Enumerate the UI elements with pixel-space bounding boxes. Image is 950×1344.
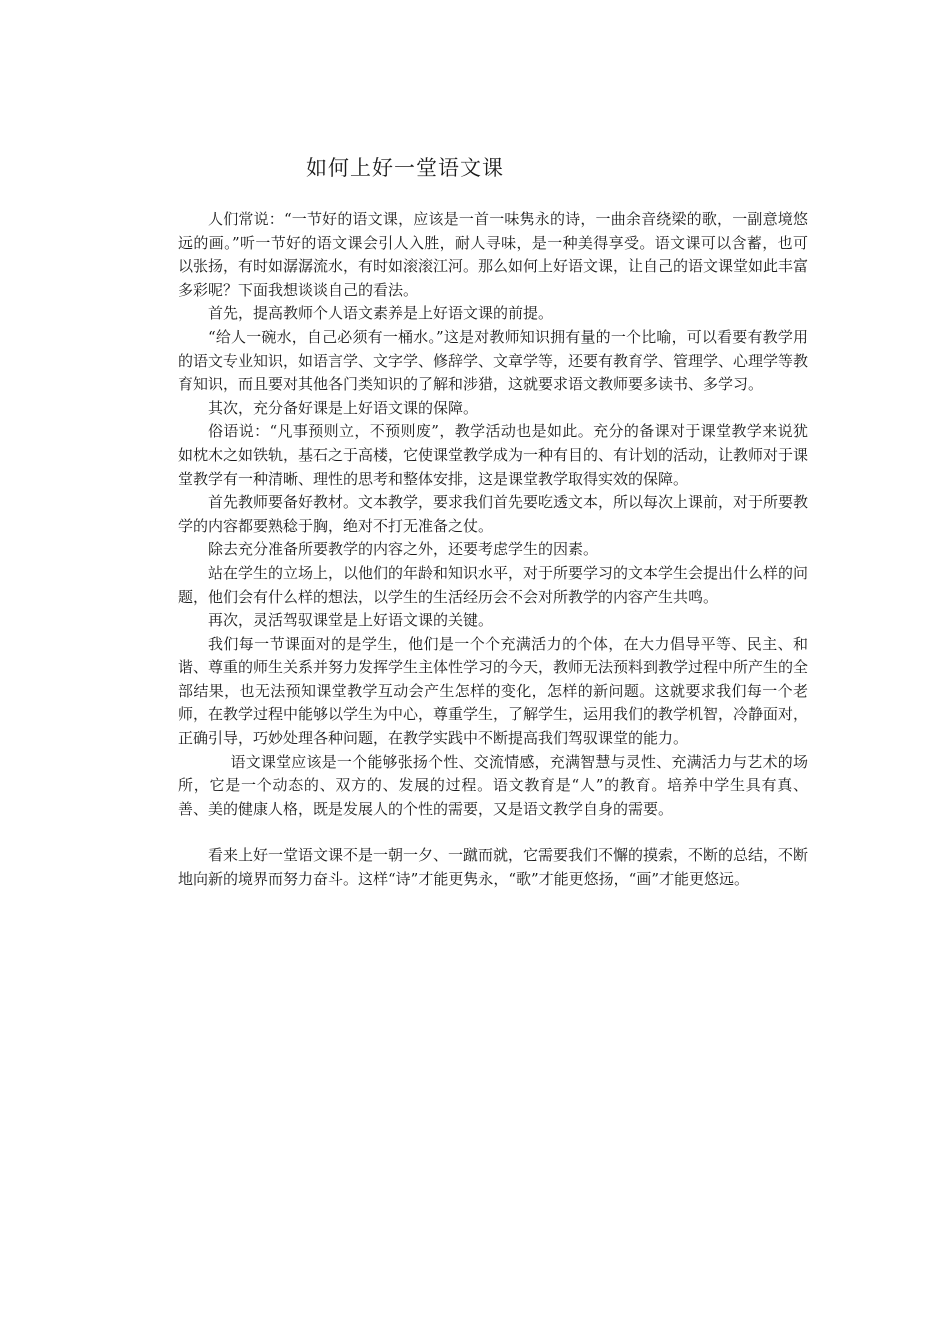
document-title: 如何上好一堂语文课 [306, 156, 504, 180]
paragraph-conclusion: 看来上好一堂语文课不是一朝一夕、一蹴而就，它需要我们不懈的摸索，不断的总结，不断地向新的境界而努力奋斗。这样“诗”才能更隽永，“歌”才能更悠扬，“画”才能更悠远。 [178, 846, 809, 889]
paragraph-intro: 人们常说：“一节好的语文课，应该是一首一味隽永的诗，一曲余音绕梁的歌，一副意境悠远的画。”听一节好的语文课会引人入胜，耐人寻味，是一种美得享受。语文课可以含蓄，也可以张扬，有时如潺潺流水，有时如滚滚江河。那么如何上好语文课，让自己的语文课堂如此丰富多彩呢？下面我想谈谈自己的看法。 [178, 210, 809, 299]
paragraph-student-perspective: 站在学生的立场上，以他们的年龄和知识水平，对于所要学习的文本学生会提出什么样的问题，他们会有什么样的想法，以学生的生活经历会不会对所教学的内容产生共鸣。 [178, 563, 809, 606]
paragraph-point-3-heading: 再次，灵活驾驭课堂是上好语文课的关键。 [208, 611, 494, 630]
paragraph-point-1-detail: “给人一碗水，自己必须有一桶水。”这是对教师知识拥有量的一个比喻，可以看要有教学用的语文专业知识，如语言学、文字学、修辞学、文章学等，还要有教育学、管理学、心理学等教育知识，而且要对其他各门类知识的了解和涉猎，这就要求语文教师要多读书、多学习。 [178, 327, 809, 394]
paragraph-point-2-heading: 其次，充分备好课是上好语文课的保障。 [208, 398, 479, 417]
paragraph-point-2-detail: 俗语说：“凡事预则立，不预则废”，教学活动也是如此。充分的备课对于课堂教学来说犹如枕木之如铁轨，基石之于高楼，它使课堂教学成为一种有目的、有计划的活动，让教师对于课堂教学有一种清晰、理性的思考和整体安排，这是课堂教学取得实效的保障。 [178, 422, 809, 488]
paragraph-point-3-detail: 我们每一节课面对的是学生，他们是一个个充满活力的个体，在大力倡导平等、民主、和谐、尊重的师生关系并努力发挥学生主体性学习的今天，教师无法预料到教学过程中所产生的全部结果，也无法预知课堂教学互动会产生怎样的变化，怎样的新问题。这就要求我们每一个老师，在教学过程中能够以学生为中心，尊重学生，了解学生，运用我们的教学机智，冷静面对，正确引导，巧妙处理各种问题，在教学实践中不断提高我们驾驭课堂的能力。 [178, 634, 809, 748]
paragraph-prepare-textbook: 首先教师要备好教材。文本教学，要求我们首先要吃透文本，所以每次上课前，对于所要教学的内容都要熟稔于胸，绝对不打无准备之仗。 [178, 493, 809, 535]
paragraph-classroom-summary: 语文课堂应该是一个能够张扬个性、交流情感，充满智慧与灵性、充满活力与艺术的场所，它是一个动态的、双方的、发展的过程。语文教育是“人”的教育。培养中学生具有真、善、美的健康人格，既是发展人的个性的需要，又是语文教学自身的需要。 [178, 752, 808, 818]
paragraph-point-1-heading: 首先，提高教师个人语文素养是上好语文课的前提。 [208, 304, 554, 323]
paragraph-consider-students: 除去充分准备所要教学的内容之外，还要考虑学生的因素。 [208, 540, 599, 559]
document-body [178, 208, 808, 892]
